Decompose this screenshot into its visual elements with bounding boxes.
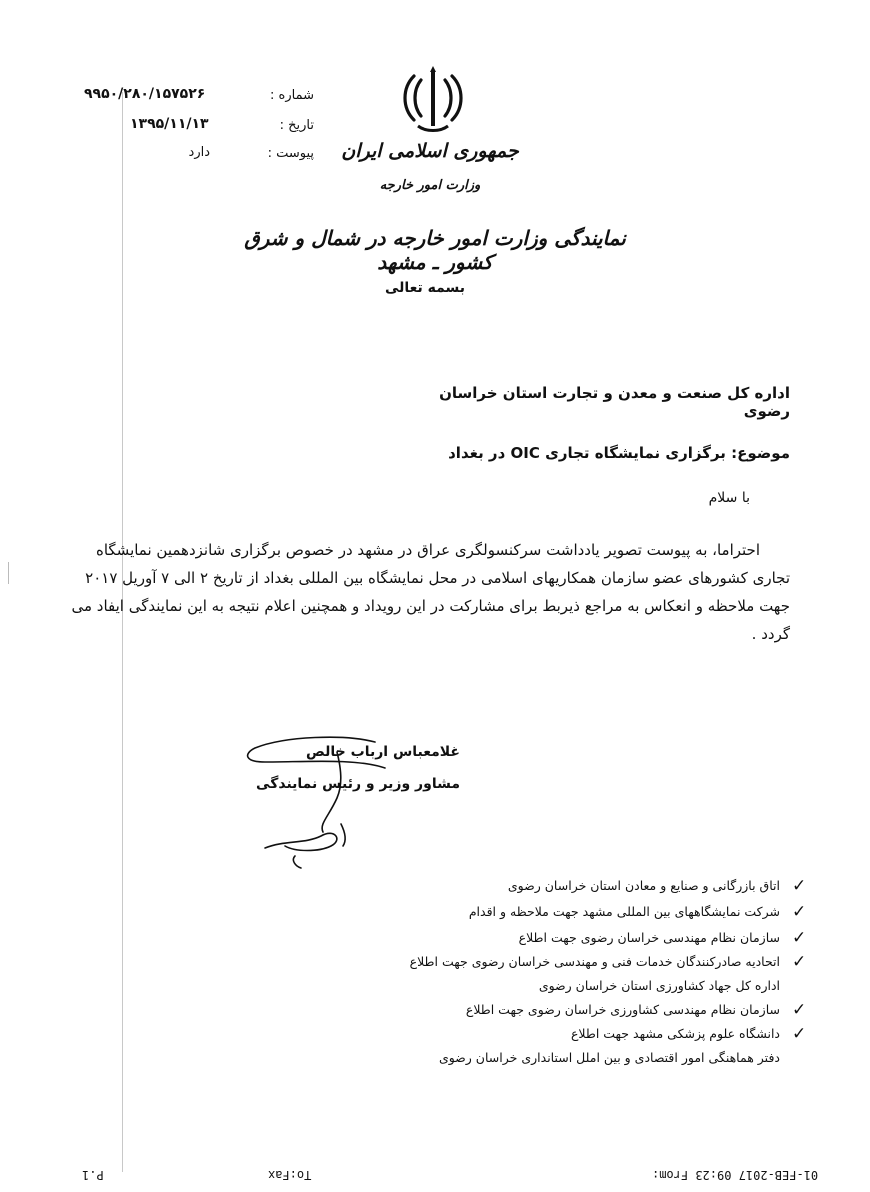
body-line-3: جهت ملاحظه و انعکاس به مراجع ذیربط برای مشارکت در این رویداد و همچنین اعلام نتیجه به این نمایندگی ایفاد می: [71, 597, 790, 615]
body-line-2: تجاری کشورهای عضو سازمان همکاریهای اسلامی در محل نمایشگاه بین المللی بغداد از تاریخ ۲ الی ۷ آوریل ۲۰۱۷: [85, 569, 790, 587]
fax-footer-datetime: 01-FEB-2017 09:23 From:: [652, 1168, 819, 1182]
check-mark-icon: ✓: [792, 876, 807, 896]
check-mark-icon: ✓: [792, 1000, 807, 1020]
subject: موضوع: برگزاری نمایشگاه تجاری OIC در بغداد: [448, 444, 790, 462]
ministry-title: وزارت امور خارجه: [379, 178, 481, 193]
fax-margin-line: [122, 92, 123, 1172]
date-value: ۱۳۹۵/۱۱/۱۳: [130, 116, 209, 132]
greeting: با سلام: [708, 490, 750, 506]
iran-emblem-icon: [398, 62, 468, 134]
fax-footer-to: To:Fax: [268, 1168, 312, 1182]
check-mark-icon: ✓: [792, 952, 807, 972]
check-mark-icon: ✓: [792, 1024, 807, 1044]
attachment-value: دارد: [188, 145, 210, 160]
body-line-1: احتراما، به پیوست تصویر یادداشت سرکنسولگری عراق در مشهد در خصوص برگزاری شانزدهمین نمایشگاه: [95, 541, 760, 559]
fax-footer-page: P.1: [82, 1168, 104, 1182]
cc-item-2: شرکت نمایشگاههای بین المللی مشهد جهت ملاحظه و اقدام: [468, 904, 780, 919]
check-mark-icon: ✓: [792, 902, 807, 922]
handwritten-signature-icon: [225, 728, 405, 878]
cc-item-5: اداره کل جهاد کشاورزی استان خراسان رضوی: [538, 978, 780, 993]
check-mark-icon: ✓: [792, 928, 807, 948]
attachment-label: پیوست :: [267, 146, 314, 161]
date-label: تاریخ :: [279, 118, 314, 133]
body-line-4: گردد .: [751, 625, 790, 643]
number-value: ۹۹۵۰/۲۸۰/۱۵۷۵۲۶: [84, 86, 206, 102]
cc-item-3: سازمان نظام مهندسی خراسان رضوی جهت اطلاع: [518, 930, 780, 945]
cc-item-4: اتحادیه صادرکنندگان خدمات فنی و مهندسی خراسان رضوی جهت اطلاع: [409, 954, 780, 969]
cc-item-7: دانشگاه علوم پزشکی مشهد جهت اطلاع: [570, 1026, 780, 1041]
signer-title: مشاور وزیر و رئیس نمایندگی: [256, 776, 460, 792]
office-title: نمایندگی وزارت امور خارجه در شمال و شرق کشور ـ مشهد: [244, 226, 626, 274]
cc-item-1: اتاق بازرگانی و صنایع و معادن استان خراسان رضوی: [507, 878, 780, 893]
republic-title: جمهوری اسلامی ایران: [341, 140, 519, 162]
cc-item-6: سازمان نظام مهندسی کشاورزی خراسان رضوی جهت اطلاع: [465, 1002, 780, 1017]
number-label: شماره :: [270, 88, 314, 103]
cc-item-8: دفتر هماهنگی امور اقتصادی و بین املل استانداری خراسان رضوی: [438, 1050, 780, 1065]
recipient: اداره کل صنعت و معدن و تجارت استان خراسان رضوی: [439, 384, 790, 420]
signer-name: غلامعباس ارباب خالص: [306, 744, 460, 760]
bismillah: بسمه تعالی: [384, 280, 466, 296]
scan-mark: [8, 562, 9, 584]
